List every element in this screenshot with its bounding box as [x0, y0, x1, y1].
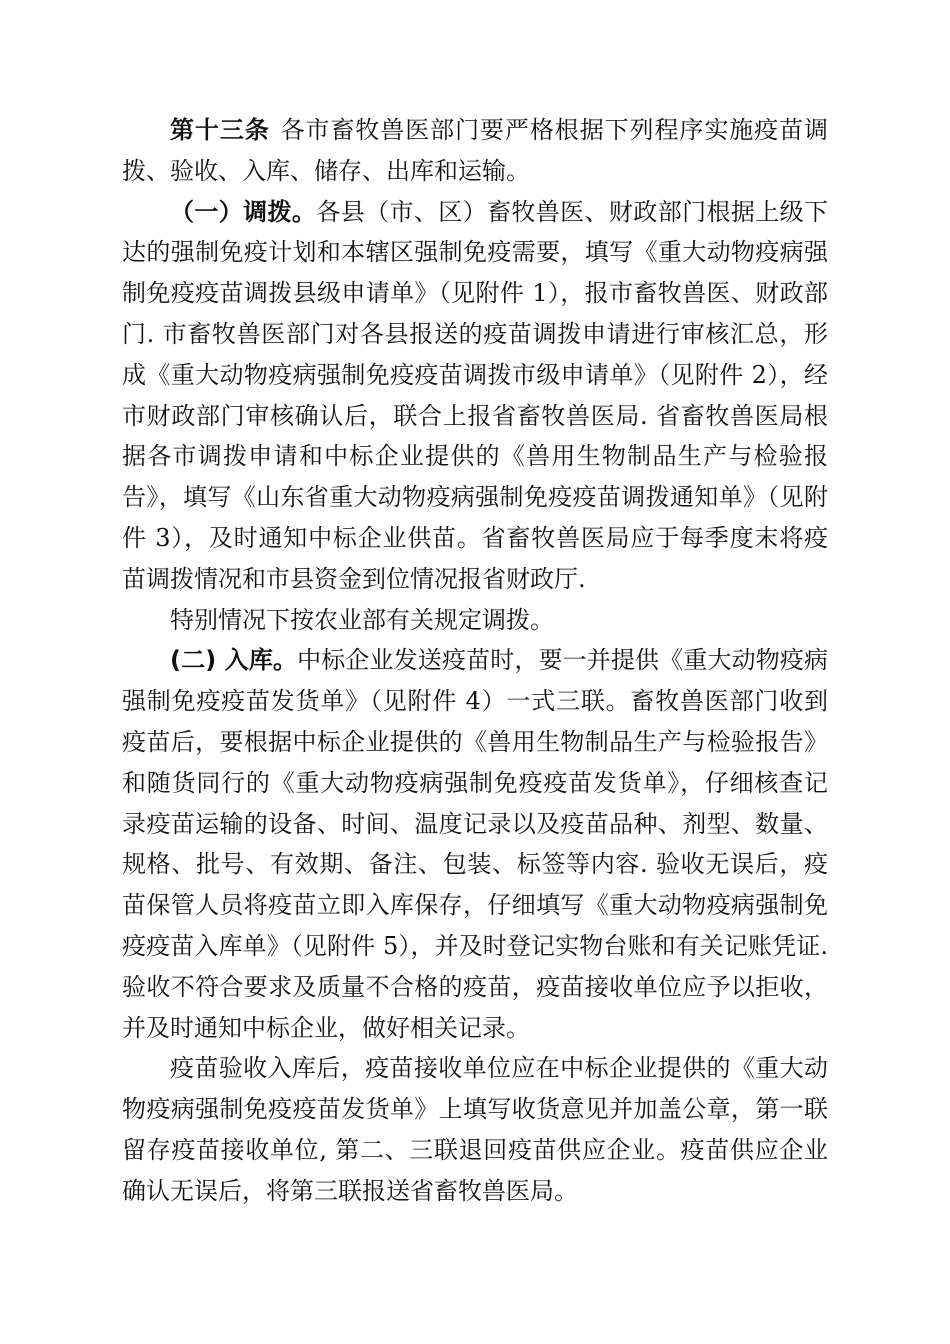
section-heading-allocation: （一）调拨。: [170, 197, 317, 226]
section-heading-warehousing: (二) 入库。: [170, 646, 298, 675]
article-heading: 第十三条: [170, 116, 270, 144]
paragraph-text: 疫苗验收入库后，疫苗接收单位应在中标企业提供的《重大动物疫病强制免疫疫苗发货单》上填写收货意见并加盖公章，第一联留存疫苗接收单位, 第二、三联退回疫苗供应企业。疫苗供应企业确认无误后，将第三联报送省畜牧兽医局。: [122, 1054, 828, 1205]
paragraph-warehousing: [122, 640, 828, 1048]
paragraph-text: 中标企业发送疫苗时，要一并提供《重大动物疫病强制免疫疫苗发货单》（见附件 4）一式三联。畜牧兽医部门收到疫苗后，要根据中标企业提供的《兽用生物制品生产与检验报告》和随货同行的《重大动物疫病强制免疫疫苗发货单》，仔细核查记录疫苗运输的设备、时间、温度记录以及疫苗品种、剂型、数量、规格、批号、有效期、备注、包装、标签等内容. 验收无误后，疫苗保管人员将疫苗立即入库保存，仔细填写《重大动物疫病强制免疫疫苗入库单》（见附件 5），并及时登记实物台账和有关记账凭证. 验收不符合要求及质量不合格的疫苗，疫苗接收单位应予以拒收，并及时通知中标企业，做好相关记录。: [122, 646, 829, 1042]
paragraph-text: 各县（市、区）畜牧兽医、财政部门根据上级下达的强制免疫计划和本辖区强制免疫需要，填写《重大动物疫病强制免疫疫苗调拨县级申请单》（见附件 1），报市畜牧兽医、财政部门. 市畜牧兽医部门对各县报送的疫苗调拨申请进行审核汇总，形成《重大动物疫病强制免疫疫苗调拨市级申请单》（见附件 2），经市财政部门审核确认后，联合上报省畜牧兽医局. 省畜牧兽医局根据各市调拨申请和中标企业提供的《兽用生物制品生产与检验报告》，填写《山东省重大动物疫病强制免疫疫苗调拨通知单》（见附件 3），及时通知中标企业供苗。省畜牧兽医局应于每季度末将疫苗调拨情况和市县资金到位情况报省财政厅.: [122, 197, 829, 593]
paragraph-article-13: [122, 110, 828, 192]
document-body: [122, 110, 828, 1212]
paragraph-special-cases: [122, 600, 828, 641]
paragraph-text: 各市畜牧兽医部门要严格根据下列程序实施疫苗调拨、验收、入库、储存、出库和运输。: [122, 116, 829, 185]
paragraph-allocation: [122, 192, 828, 600]
paragraph-receipt-confirmation: [122, 1048, 828, 1211]
paragraph-text: 特别情况下按农业部有关规定调拨。: [170, 605, 554, 634]
